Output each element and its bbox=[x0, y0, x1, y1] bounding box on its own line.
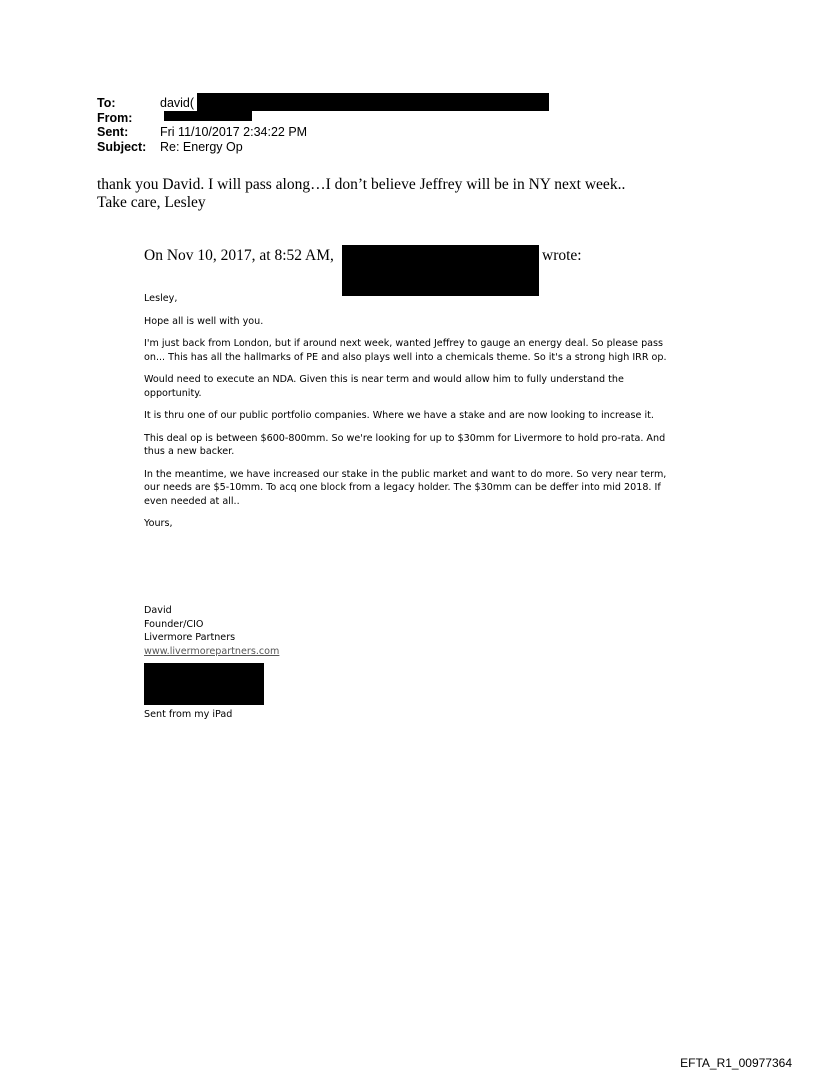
quoted-paragraph: Yours, bbox=[144, 518, 173, 529]
redaction-signature-contact bbox=[144, 663, 264, 705]
quoted-message-body bbox=[144, 292, 684, 540]
subject-label: Subject: bbox=[97, 139, 147, 154]
signature-block bbox=[144, 604, 279, 658]
redaction-to-address bbox=[197, 93, 549, 111]
signature-company: Livermore Partners bbox=[144, 632, 236, 643]
signature-name: David bbox=[144, 605, 172, 616]
reply-body bbox=[97, 176, 737, 212]
to-label: To: bbox=[97, 96, 116, 110]
quoted-paragraph: In the meantime, we have increased our stake in the public market and want to do more. So very near term, our needs are $5-10mm. To acq one block from a legacy holder. The $30mm can be deffer into mid 2018. If even needed at all.. bbox=[144, 468, 667, 507]
sent-value: Fri 11/10/2017 2:34:22 PM bbox=[160, 125, 308, 139]
subject-value: Re: Energy Op bbox=[160, 139, 243, 154]
reply-line-2: Take care, Lesley bbox=[97, 194, 206, 211]
quoted-paragraph: Hope all is well with you. bbox=[144, 315, 264, 327]
redaction-sender-name bbox=[342, 245, 539, 296]
reply-line-1: thank you David. I will pass along…I don’t believe Jeffrey will be in NY next week.. bbox=[97, 176, 626, 193]
signature-title: Founder/CIO bbox=[144, 618, 204, 630]
quoted-paragraph: I'm just back from London, but if around next week, wanted Jeffrey to gauge an energy deal. So please pass on... This has all the hallmarks of PE and also plays well into a chemicals theme. So it's a strong high IRR op. bbox=[144, 338, 667, 363]
quoted-paragraph: Would need to execute an NDA. Given this is near term and would allow him to fully understand the opportunity. bbox=[144, 374, 624, 399]
from-label: From: bbox=[97, 110, 133, 125]
quote-wrote: wrote: bbox=[542, 247, 582, 264]
redaction-from-address bbox=[164, 111, 252, 121]
signature-website-link[interactable]: www.livermorepartners.com bbox=[144, 645, 280, 657]
quoted-paragraph: This deal op is between $600-800mm. So we're looking for up to $30mm for Livermore to hold pro-rata. And thus a new backer. bbox=[144, 432, 666, 457]
to-value: david( bbox=[160, 96, 195, 110]
sent-label: Sent: bbox=[97, 125, 129, 139]
document-id: EFTA_R1_00977364 bbox=[680, 1056, 792, 1070]
quoted-paragraph: It is thru one of our public portfolio companies. Where we have a stake and are now looking to increase it. bbox=[144, 410, 654, 421]
quote-intro: On Nov 10, 2017, at 8:52 AM, bbox=[144, 247, 334, 264]
quoted-paragraph: Lesley, bbox=[144, 293, 178, 304]
sent-from-ipad: Sent from my iPad bbox=[144, 709, 233, 720]
